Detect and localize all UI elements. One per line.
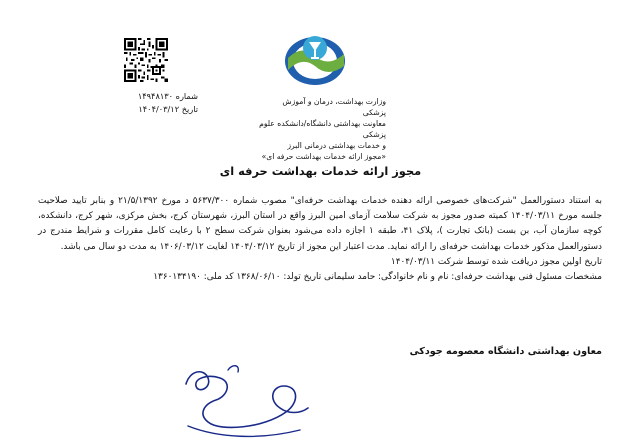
handwritten-signature: [168, 356, 318, 446]
document-title: مجوز ارائه خدمات بهداشت حرفه ای: [219, 164, 422, 178]
responsible-person: مشخصات مسئول فنی بهداشت حرفه‌ای: نام و نام خانوادگی: حامد سلیمانی تاریخ تولد: ۱۳۶۸/۰۶/۱۰ کد ملی: ۱۳۶۰۱۳۴۱۹۰: [153, 272, 602, 283]
date-value: ۱۴۰۴/۰۳/۱۲: [138, 104, 180, 114]
ministry-health-emblem-icon: [282, 26, 348, 92]
ministry-line: و خدمات بهداشتی درمانی البرز: [287, 141, 386, 150]
number-label: شماره: [175, 91, 198, 101]
ministry-line: «مجوز ارائه خدمات بهداشت حرفه ای»: [261, 152, 386, 161]
qr-code-icon: [124, 38, 168, 82]
ministry-line: وزارت بهداشت، درمان و آموزش پزشکی: [282, 97, 386, 117]
ministry-line: معاونت بهداشتی دانشگاه/دانشکده علوم پزشکی: [259, 119, 386, 139]
ministry-header: [258, 96, 386, 162]
license-paragraph: به استناد دستورالعمل "شرکت‌های خصوصی ارائه دهنده خدمات بهداشت حرفه‌ای" مصوب شماره ۵۶۳۷/۳۰۰ د مورخ ۲۱/۵/۱۳۹۲ و بنابر تایید صلاحیت جلسه مورخ ۱۴۰۴/۰۳/۱۱ کمیته صدور مجوز به شرکت سلامت آزمای امین البرز واقع در استان البرز، شهرستان کرج، بخش مرکزی، شهر کرج، دانشکده، کوچه سازمان آب، بن بست (بانک تجارت )، پلاک ۴۱، طبقه ۱ اجازه داده می‌شود بعنوان شرکت سطح ۲ با رعایت کامل مقررات و شرایط مندرج در دستورالعمل مذکور خدمات بهداشت حرفه‌ای را ارائه نماید. مدت اعتبار این مجوز از تاریخ ۱۴۰۴/۰۳/۱۲ لغایت ۱۴۰۶/۰۳/۱۲ به مدت دو سال می باشد.: [38, 196, 603, 252]
signer-name: معاون بهداشتی دانشگاه معصومه جودکی: [409, 346, 602, 357]
date-label: تاریخ: [181, 104, 198, 114]
date-line: [118, 103, 198, 116]
number-value: ۱۴۹۴۸۱۳۰: [137, 91, 174, 101]
qr-meta: [118, 90, 198, 116]
first-issue-date: تاریخ اولین مجوز دریافت شده توسط شرکت ۱۴۰۴/۰۳/۱۱: [390, 256, 602, 267]
document-body: [38, 194, 602, 285]
number-line: [118, 90, 198, 103]
